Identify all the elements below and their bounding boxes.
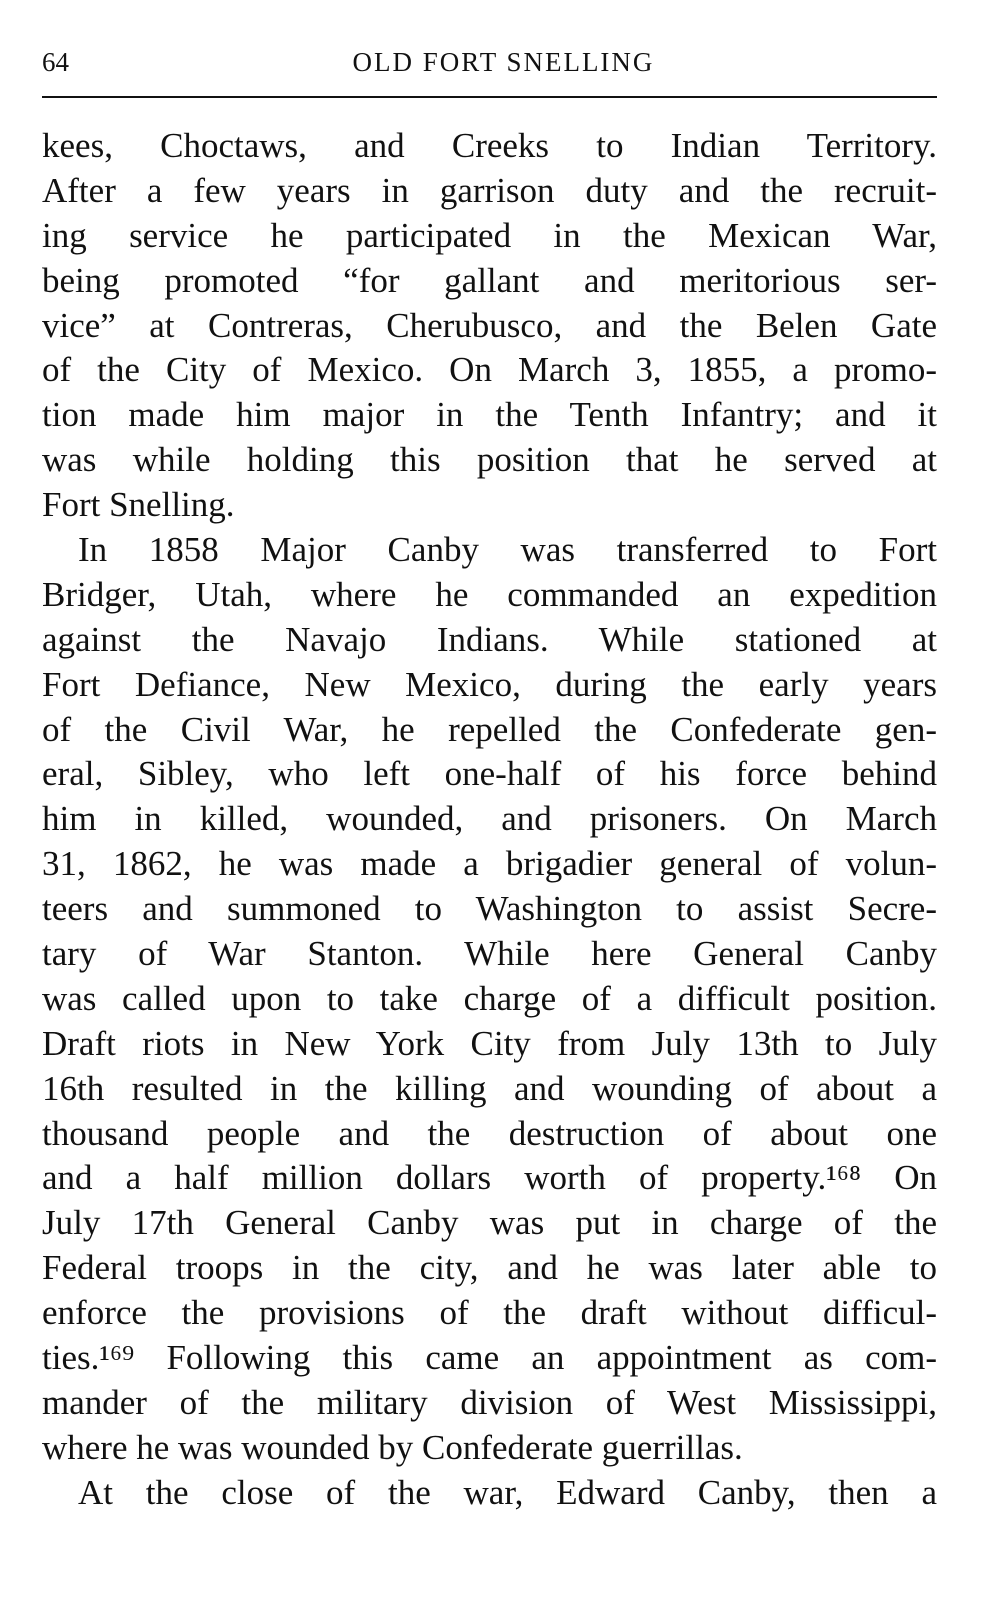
text-line: of the City of Mexico. On March 3, 1855, a promo- — [42, 350, 937, 390]
paragraph-start-line: At the close of the war, Edward Canby, then a — [78, 1472, 937, 1512]
text-line: ing service he participated in the Mexican War, — [42, 215, 937, 255]
text-line: thousand people and the destruction of about one — [42, 1113, 937, 1153]
paragraph-start-line: In 1858 Major Canby was transferred to Fort — [78, 530, 937, 570]
paragraph-end-line: Fort Snelling. — [42, 485, 235, 525]
paragraph-end-line: where he was wounded by Confederate guerrillas. — [42, 1427, 743, 1467]
text-line: 16th resulted in the killing and wounding of about a — [42, 1068, 937, 1108]
text-line: ties.¹⁶⁹ Following this came an appointment as com- — [42, 1338, 937, 1378]
header-rule — [42, 96, 937, 98]
text-line: mander of the military division of West Mississippi, — [42, 1382, 937, 1422]
text-line: him in killed, wounded, and prisoners. On March — [42, 799, 937, 839]
text-line: of the Civil War, he repelled the Confederate gen- — [42, 709, 937, 749]
text-line: eral, Sibley, who left one-half of his force behind — [42, 754, 937, 794]
body-text — [42, 124, 937, 1516]
text-line: being promoted “for gallant and meritorious ser- — [42, 260, 937, 300]
page-number: 64 — [42, 47, 69, 77]
running-head — [42, 44, 937, 84]
text-line: was while holding this position that he served at — [42, 440, 937, 480]
text-line: was called upon to take charge of a difficult position. — [42, 978, 937, 1018]
text-line: teers and summoned to Washington to assist Secre- — [42, 889, 937, 929]
text-line: enforce the provisions of the draft without difficul- — [42, 1293, 937, 1333]
text-line: tary of War Stanton. While here General Canby — [42, 934, 937, 974]
text-line: Draft riots in New York City from July 13th to July — [42, 1023, 937, 1063]
text-line: and a half million dollars worth of property.¹⁶⁸ On — [42, 1158, 937, 1198]
text-line: Bridger, Utah, where he commanded an expedition — [42, 574, 937, 614]
text-line: vice” at Contreras, Cherubusco, and the Belen Gate — [42, 305, 937, 345]
text-line: July 17th General Canby was put in charge of the — [42, 1203, 937, 1243]
text-line: After a few years in garrison duty and the recruit- — [42, 170, 937, 210]
text-line: tion made him major in the Tenth Infantry; and it — [42, 395, 937, 435]
text-line: 31, 1862, he was made a brigadier general of volun- — [42, 844, 937, 884]
text-line: Fort Defiance, New Mexico, during the early years — [42, 664, 937, 704]
text-line: against the Navajo Indians. While stationed at — [42, 619, 937, 659]
running-title: OLD FORT SNELLING — [352, 47, 655, 77]
text-line: kees, Choctaws, and Creeks to Indian Territory. — [42, 126, 937, 165]
text-line: Federal troops in the city, and he was later able to — [42, 1248, 937, 1288]
